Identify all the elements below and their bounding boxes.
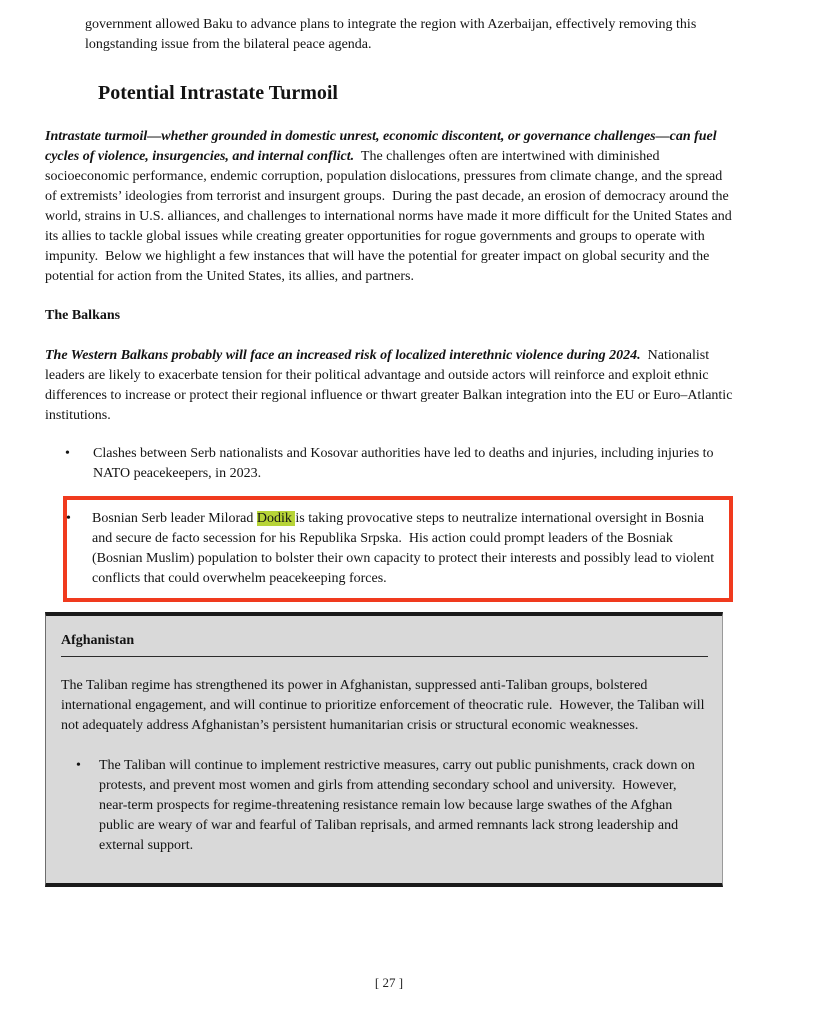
afghanistan-box <box>45 612 723 887</box>
page-number: [ 27 ] <box>374 975 404 990</box>
intro-paragraph <box>45 127 736 287</box>
intro-body-text: The challenges often are intertwined with diminished socioeconomic performance, endemic corruption, population dislocations, pressures from climate change, and the spread of extremists’ ideologies from terrorist and insurgent groups. During the past decade, an erosion of democracy around the world, strains in U.S. alliances, and challenges to international norms have made it more difficult for the United States and its allies to tackle global issues while creating greater opportunities for rogue governments and groups to operate with impunity. Below we highlight a few instances that will have the potential for greater impact on global security and the potential for action from the United States, its allies, and partners. <box>45 149 736 284</box>
balkans-lead-sentence: The Western Balkans probably will face an increased risk of localized interethnic violence during 2024. <box>45 348 641 363</box>
bullet-item-taliban <box>61 756 708 856</box>
bullet-bosnia-text <box>92 509 717 589</box>
bullet-icon: • <box>66 511 71 526</box>
section-heading: Potential Intrastate Turmoil <box>98 82 338 104</box>
intro-lead-sentence: Intrastate turmoil—whether grounded in domestic unrest, economic discontent, or governance challenges—can fuel cycles of violence, insurgencies, and internal conflict. <box>45 129 721 164</box>
bosnia-text-before-highlight: Bosnian Serb leader Milorad <box>92 511 257 526</box>
balkans-heading: The Balkans <box>45 308 121 323</box>
bullet-taliban-text: The Taliban will continue to implement restrictive measures, carry out public punishments, crack down on protests, and prevent most women and girls from attending secondary school and university. However, near-term prospects for regime-threatening resistance remain low because large swathes of the Afghan public are weary of war and fearful of Taliban reprisals, and armed remnants lack strong leadership and external support. <box>99 758 699 853</box>
bullet-kosovo-text: Clashes between Serb nationalists and Kosovar authorities have led to deaths and injuries, including injuries to NATO peacekeepers, in 2023. <box>93 446 718 481</box>
bullet-item-bosnia <box>67 509 717 589</box>
afghanistan-heading: Afghanistan <box>61 632 708 657</box>
bosnia-text-after-highlight: is taking provocative steps to neutralize international oversight in Bosnia and secure de facto secession for his Republika Srpska. His action could prompt leaders of the Bosniak (Bosnian Muslim) population to bolster their own capacity to protect their interests and possibly lead to violent conflicts that could overwhelm peacekeeping forces. <box>92 511 718 586</box>
balkans-body-text: Nationalist leaders are likely to exacerbate tension for their political advantage and outside actors will reinforce and exploit ethnic differences to increase or protect their regional influence or thwart greater Balkan integration into the EU or Euro–Atlantic institutions. <box>45 348 736 423</box>
balkans-paragraph <box>45 346 736 426</box>
bullet-icon: • <box>76 758 81 773</box>
continuation-paragraph: government allowed Baku to advance plans to integrate the region with Azerbaijan, effectively removing this longstanding issue from the bilateral peace agenda. <box>85 17 700 52</box>
afghanistan-paragraph: The Taliban regime has strengthened its power in Afghanistan, suppressed anti-Taliban groups, bolstered international engagement, and will continue to prioritize enforcement of theocratic rule. However, the Taliban will not adequately address Afghanistan’s persistent humanitarian crisis or structural economic weaknesses. <box>61 678 709 733</box>
highlight-dodik: Dodik <box>256 511 296 526</box>
bullet-item-kosovo <box>45 444 733 484</box>
annotation-red-box <box>63 496 733 602</box>
bullet-icon: • <box>65 446 70 461</box>
